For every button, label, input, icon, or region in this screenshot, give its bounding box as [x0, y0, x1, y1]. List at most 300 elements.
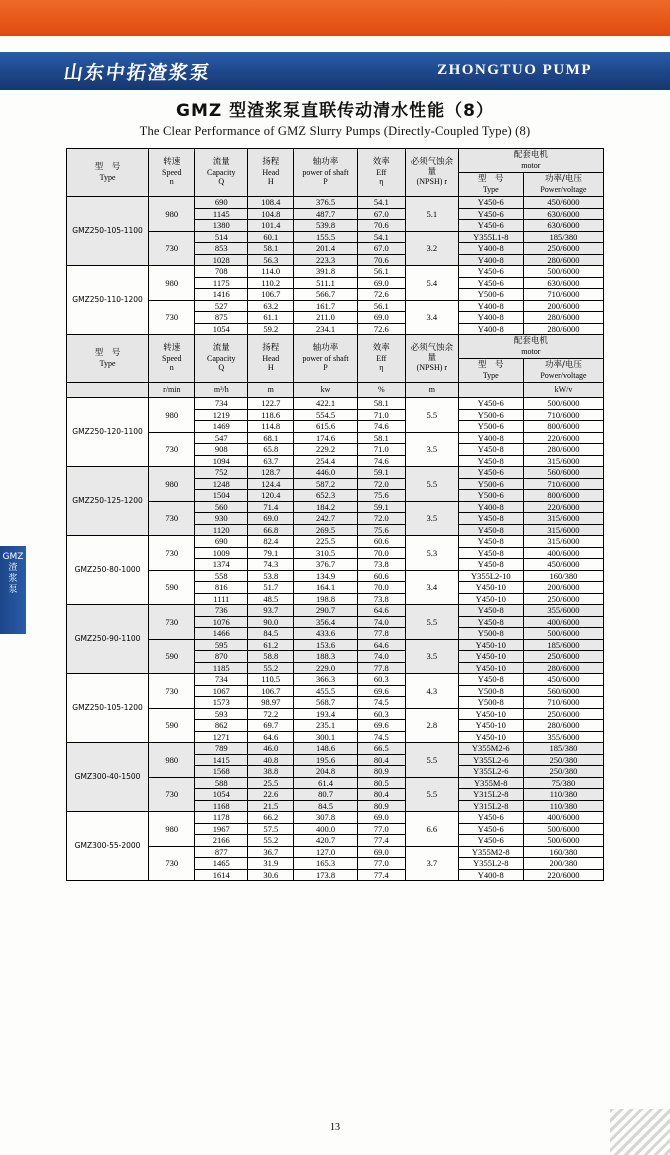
th-motor-power-voltage: 功率/电压 Power/voltage — [523, 359, 603, 383]
cell-power: 173.8 — [294, 869, 357, 881]
cell-efficiency: 75.6 — [357, 490, 405, 502]
cell-capacity: 734 — [195, 674, 248, 686]
cell-motor-power-voltage: 630/6000 — [523, 220, 603, 232]
cell-motor-power-voltage: 200/6000 — [523, 300, 603, 312]
cell-capacity: 1466 — [195, 628, 248, 640]
cell-motor-type: Y450-6 — [458, 277, 523, 289]
cell-motor-type: Y450-8 — [458, 513, 523, 525]
cell-speed: 730 — [149, 501, 195, 536]
table-row — [67, 605, 604, 617]
cell-motor-power-voltage: 75/380 — [523, 777, 603, 789]
cell-motor-power-voltage: 630/6000 — [523, 208, 603, 220]
cell-head: 56.3 — [248, 254, 294, 266]
cell-motor-type: Y315L2-8 — [458, 789, 523, 801]
cell-efficiency: 74.5 — [357, 731, 405, 743]
cell-head: 98.97 — [248, 697, 294, 709]
cell-head: 61.1 — [248, 312, 294, 324]
th-type: 型 号 Type — [67, 335, 149, 383]
cell-motor-type: Y450-6 — [458, 208, 523, 220]
cell-speed: 730 — [149, 846, 195, 881]
cell-motor-power-voltage: 500/6000 — [523, 628, 603, 640]
cell-capacity: 1120 — [195, 524, 248, 536]
cell-head: 63.2 — [248, 300, 294, 312]
cell-npsh: 2.8 — [406, 708, 459, 743]
cell-efficiency: 74.0 — [357, 616, 405, 628]
cell-power: 80.7 — [294, 789, 357, 801]
cell-motor-type: Y500-6 — [458, 421, 523, 433]
cell-efficiency: 80.5 — [357, 777, 405, 789]
cell-head: 93.7 — [248, 605, 294, 617]
cell-efficiency: 60.3 — [357, 708, 405, 720]
cell-capacity: 1504 — [195, 490, 248, 502]
cell-efficiency: 60.6 — [357, 570, 405, 582]
table-row — [67, 266, 604, 278]
cell-efficiency: 58.1 — [357, 398, 405, 410]
cell-efficiency: 60.3 — [357, 674, 405, 686]
cell-head: 57.5 — [248, 823, 294, 835]
cell-motor-type: Y400-8 — [458, 869, 523, 881]
cell-power: 164.1 — [294, 582, 357, 594]
cell-power: 148.6 — [294, 743, 357, 755]
cell-head: 66.8 — [248, 524, 294, 536]
cell-efficiency: 72.0 — [357, 478, 405, 490]
table-row — [67, 536, 604, 548]
cell-head: 38.8 — [248, 766, 294, 778]
cell-motor-power-voltage: 110/380 — [523, 789, 603, 801]
cell-power: 356.4 — [294, 616, 357, 628]
cell-motor-type: Y355L2-8 — [458, 858, 523, 870]
cell-npsh: 5.5 — [406, 398, 459, 433]
cell-npsh: 5.5 — [406, 605, 459, 640]
cell-power: 455.5 — [294, 685, 357, 697]
cell-npsh: 5.5 — [406, 777, 459, 812]
cell-power: 229.2 — [294, 444, 357, 456]
unit-motor-type — [458, 383, 523, 398]
cell-head: 84.5 — [248, 628, 294, 640]
cell-head: 101.4 — [248, 220, 294, 232]
cell-power: 254.4 — [294, 455, 357, 467]
cell-speed: 590 — [149, 708, 195, 743]
cell-capacity: 1416 — [195, 289, 248, 301]
cell-motor-power-voltage: 630/6000 — [523, 277, 603, 289]
cell-motor-type: Y450-10 — [458, 639, 523, 651]
table-row — [67, 812, 604, 824]
cell-efficiency: 77.8 — [357, 662, 405, 674]
cell-motor-type: Y450-6 — [458, 266, 523, 278]
cell-capacity: 1374 — [195, 559, 248, 571]
cell-power: 201.4 — [294, 243, 357, 255]
cell-motor-type: Y450-8 — [458, 674, 523, 686]
cell-capacity: 1248 — [195, 478, 248, 490]
cell-speed: 730 — [149, 777, 195, 812]
unit-type — [67, 383, 149, 398]
cell-head: 58.8 — [248, 651, 294, 663]
cell-motor-power-voltage: 250/6000 — [523, 651, 603, 663]
cell-motor-power-voltage: 315/6000 — [523, 536, 603, 548]
cell-efficiency: 77.0 — [357, 858, 405, 870]
cell-efficiency: 69.6 — [357, 720, 405, 732]
cell-capacity: 1465 — [195, 858, 248, 870]
cell-efficiency: 56.1 — [357, 266, 405, 278]
cell-npsh: 3.4 — [406, 570, 459, 605]
cell-npsh: 5.5 — [406, 467, 459, 502]
th-power: 轴功率 power of shaft P — [294, 335, 357, 383]
cell-head: 72.2 — [248, 708, 294, 720]
cell-motor-type: Y450-10 — [458, 731, 523, 743]
cell-motor-type: Y500-6 — [458, 478, 523, 490]
cell-motor-power-voltage: 220/6000 — [523, 869, 603, 881]
cell-motor-power-voltage: 500/6000 — [523, 398, 603, 410]
unit-head: m — [248, 383, 294, 398]
cell-power: 300.1 — [294, 731, 357, 743]
cell-efficiency: 72.6 — [357, 289, 405, 301]
cell-capacity: 734 — [195, 398, 248, 410]
cell-power: 229.0 — [294, 662, 357, 674]
cell-motor-type: Y450-6 — [458, 835, 523, 847]
cell-motor-type: Y450-8 — [458, 547, 523, 559]
cell-efficiency: 77.4 — [357, 835, 405, 847]
cell-model: GMZ250-105-1200 — [67, 674, 149, 743]
cell-head: 82.4 — [248, 536, 294, 548]
cell-motor-power-voltage: 450/6000 — [523, 197, 603, 209]
cell-head: 106.7 — [248, 289, 294, 301]
th-power: 轴功率 power of shaft P — [294, 149, 357, 197]
cell-power: 242.7 — [294, 513, 357, 525]
cell-efficiency: 60.6 — [357, 536, 405, 548]
cell-head: 64.6 — [248, 731, 294, 743]
cell-capacity: 1054 — [195, 323, 248, 335]
cell-efficiency: 59.1 — [357, 501, 405, 513]
cell-model: GMZ250-125-1200 — [67, 467, 149, 536]
cell-head: 69.7 — [248, 720, 294, 732]
cell-capacity: 862 — [195, 720, 248, 732]
cell-head: 48.5 — [248, 593, 294, 605]
th-head: 扬程 Head H — [248, 149, 294, 197]
th-type: 型 号 Type — [67, 149, 149, 197]
cell-model: GMZ250-120-1100 — [67, 398, 149, 467]
cell-motor-power-voltage: 400/6000 — [523, 812, 603, 824]
cell-capacity: 1067 — [195, 685, 248, 697]
th-efficiency: 效率 Eff η — [357, 335, 405, 383]
cell-capacity: 690 — [195, 536, 248, 548]
unit-npsh: m — [406, 383, 459, 398]
cell-capacity: 527 — [195, 300, 248, 312]
th-npsh: 必须气蚀余量 (NPSH) r — [406, 335, 459, 383]
cell-motor-type: Y500-6 — [458, 289, 523, 301]
cell-head: 66.2 — [248, 812, 294, 824]
cell-head: 40.8 — [248, 754, 294, 766]
cell-motor-type: Y315L2-8 — [458, 800, 523, 812]
cell-capacity: 1967 — [195, 823, 248, 835]
cell-head: 55.2 — [248, 835, 294, 847]
cell-head: 51.7 — [248, 582, 294, 594]
cell-power: 511.1 — [294, 277, 357, 289]
cell-capacity: 708 — [195, 266, 248, 278]
cell-efficiency: 73.8 — [357, 559, 405, 571]
cell-efficiency: 72.6 — [357, 323, 405, 335]
cell-efficiency: 64.6 — [357, 639, 405, 651]
cell-npsh: 3.5 — [406, 432, 459, 467]
cell-motor-type: Y400-8 — [458, 501, 523, 513]
side-tab-gmz — [0, 546, 26, 634]
cell-motor-type: Y450-10 — [458, 593, 523, 605]
brand-logo-en: ZHONGTUO PUMP — [437, 62, 592, 78]
cell-capacity: 875 — [195, 312, 248, 324]
cell-motor-power-voltage: 710/6000 — [523, 478, 603, 490]
cell-capacity: 1054 — [195, 789, 248, 801]
cell-power: 174.6 — [294, 432, 357, 444]
cell-head: 68.1 — [248, 432, 294, 444]
cell-speed: 730 — [149, 536, 195, 571]
cell-motor-power-voltage: 160/380 — [523, 846, 603, 858]
cell-speed: 980 — [149, 197, 195, 232]
cell-motor-power-voltage: 800/6000 — [523, 490, 603, 502]
table-row — [67, 398, 604, 410]
cell-capacity: 1185 — [195, 662, 248, 674]
cell-efficiency: 80.9 — [357, 800, 405, 812]
cell-capacity: 1009 — [195, 547, 248, 559]
cell-npsh: 5.1 — [406, 197, 459, 232]
cell-motor-power-voltage: 250/380 — [523, 766, 603, 778]
table-row — [67, 674, 604, 686]
cell-motor-power-voltage: 315/6000 — [523, 524, 603, 536]
cell-motor-type: Y500-8 — [458, 628, 523, 640]
cell-model: GMZ250-90-1100 — [67, 605, 149, 674]
cell-power: 61.4 — [294, 777, 357, 789]
cell-motor-type: Y450-10 — [458, 582, 523, 594]
cell-head: 69.0 — [248, 513, 294, 525]
cell-npsh: 3.4 — [406, 300, 459, 335]
cell-capacity: 1219 — [195, 409, 248, 421]
cell-capacity: 2166 — [195, 835, 248, 847]
cell-motor-type: Y500-6 — [458, 490, 523, 502]
cell-efficiency: 70.0 — [357, 547, 405, 559]
cell-motor-type: Y450-6 — [458, 812, 523, 824]
side-tab-line2: 渣 — [8, 563, 18, 573]
cell-capacity: 930 — [195, 513, 248, 525]
cell-motor-type: Y450-6 — [458, 197, 523, 209]
cell-power: 554.5 — [294, 409, 357, 421]
cell-motor-type: Y400-8 — [458, 323, 523, 335]
cell-power: 615.6 — [294, 421, 357, 433]
cell-power: 539.8 — [294, 220, 357, 232]
cell-motor-power-voltage: 400/6000 — [523, 616, 603, 628]
cell-head: 122.7 — [248, 398, 294, 410]
cell-efficiency: 74.6 — [357, 455, 405, 467]
cell-efficiency: 72.0 — [357, 513, 405, 525]
cell-capacity: 736 — [195, 605, 248, 617]
table-row — [67, 743, 604, 755]
cell-motor-power-voltage: 185/380 — [523, 231, 603, 243]
cell-speed: 980 — [149, 743, 195, 778]
cell-efficiency: 77.4 — [357, 869, 405, 881]
cell-power: 269.5 — [294, 524, 357, 536]
cell-motor-type: Y450-6 — [458, 220, 523, 232]
cell-capacity: 1145 — [195, 208, 248, 220]
th-speed: 转速 Speed n — [149, 149, 195, 197]
cell-head: 74.3 — [248, 559, 294, 571]
cell-efficiency: 64.6 — [357, 605, 405, 617]
cell-capacity: 1271 — [195, 731, 248, 743]
cell-head: 104.8 — [248, 208, 294, 220]
th-npsh: 必须气蚀余量 (NPSH) r — [406, 149, 459, 197]
unit-speed: r/min — [149, 383, 195, 398]
cell-efficiency: 69.6 — [357, 685, 405, 697]
unit-eff: % — [357, 383, 405, 398]
cell-capacity: 1175 — [195, 277, 248, 289]
cell-efficiency: 70.6 — [357, 254, 405, 266]
cell-motor-power-voltage: 280/6000 — [523, 662, 603, 674]
page-title-en: The Clear Performance of GMZ Slurry Pumps (Directly-Coupled Type) (8) — [139, 124, 531, 138]
cell-power: 290.7 — [294, 605, 357, 617]
cell-motor-type: Y500-8 — [458, 685, 523, 697]
cell-power: 376.5 — [294, 197, 357, 209]
cell-power: 487.7 — [294, 208, 357, 220]
cell-power: 211.0 — [294, 312, 357, 324]
cell-head: 63.7 — [248, 455, 294, 467]
cell-model: GMZ250-105-1100 — [67, 197, 149, 266]
cell-model: GMZ250-80-1000 — [67, 536, 149, 605]
table-header-row — [67, 335, 604, 359]
cell-motor-power-voltage: 800/6000 — [523, 421, 603, 433]
th-motor-type: 型 号 Type — [458, 173, 523, 197]
cell-model: GMZ250-110-1200 — [67, 266, 149, 335]
cell-npsh: 5.4 — [406, 266, 459, 301]
cell-capacity: 853 — [195, 243, 248, 255]
cell-power: 223.3 — [294, 254, 357, 266]
cell-motor-type: Y400-8 — [458, 312, 523, 324]
cell-efficiency: 77.0 — [357, 823, 405, 835]
cell-efficiency: 71.0 — [357, 444, 405, 456]
cell-motor-type: Y450-8 — [458, 559, 523, 571]
cell-efficiency: 54.1 — [357, 197, 405, 209]
cell-head: 53.8 — [248, 570, 294, 582]
cell-motor-power-voltage: 280/6000 — [523, 254, 603, 266]
th-motor: 配套电机 motor — [458, 149, 603, 173]
cell-capacity: 1469 — [195, 421, 248, 433]
cell-capacity: 1168 — [195, 800, 248, 812]
cell-speed: 590 — [149, 570, 195, 605]
cell-motor-type: Y400-8 — [458, 432, 523, 444]
cell-power: 652.3 — [294, 490, 357, 502]
top-decorative-strip — [0, 0, 670, 36]
cell-head: 65.8 — [248, 444, 294, 456]
cell-npsh: 3.2 — [406, 231, 459, 266]
cell-motor-type: Y400-8 — [458, 243, 523, 255]
unit-capacity: m³/h — [195, 383, 248, 398]
cell-motor-power-voltage: 400/6000 — [523, 547, 603, 559]
cell-power: 134.9 — [294, 570, 357, 582]
cell-motor-power-voltage: 220/6000 — [523, 432, 603, 444]
th-efficiency: 效率 Eff η — [357, 149, 405, 197]
cell-head: 46.0 — [248, 743, 294, 755]
cell-motor-power-voltage: 560/6000 — [523, 685, 603, 697]
cell-speed: 730 — [149, 605, 195, 640]
cell-npsh: 3.5 — [406, 639, 459, 674]
cell-motor-type: Y450-6 — [458, 398, 523, 410]
cell-efficiency: 66.5 — [357, 743, 405, 755]
table-row — [67, 197, 604, 209]
unit-power: kw — [294, 383, 357, 398]
brand-logo-cn: 山东中拓渣浆泵 — [62, 62, 213, 84]
cell-motor-power-voltage: 200/6000 — [523, 582, 603, 594]
cell-efficiency: 69.0 — [357, 846, 405, 858]
cell-power: 234.1 — [294, 323, 357, 335]
cell-head: 25.5 — [248, 777, 294, 789]
cell-motor-power-voltage: 500/6000 — [523, 835, 603, 847]
cell-head: 108.4 — [248, 197, 294, 209]
th-capacity: 流量 Capacity Q — [195, 335, 248, 383]
cell-npsh: 3.7 — [406, 846, 459, 881]
cell-motor-type: Y400-8 — [458, 254, 523, 266]
cell-head: 110.2 — [248, 277, 294, 289]
table-units-row — [67, 383, 604, 398]
cell-motor-power-voltage: 185/6000 — [523, 639, 603, 651]
cell-efficiency: 70.0 — [357, 582, 405, 594]
brand-header-band — [0, 52, 670, 90]
cell-motor-type: Y450-10 — [458, 708, 523, 720]
cell-capacity: 560 — [195, 501, 248, 513]
cell-motor-type: Y355L2-10 — [458, 570, 523, 582]
cell-speed: 980 — [149, 812, 195, 847]
cell-capacity: 1573 — [195, 697, 248, 709]
th-speed: 转速 Speed n — [149, 335, 195, 383]
cell-head: 110.5 — [248, 674, 294, 686]
cell-motor-power-voltage: 355/6000 — [523, 731, 603, 743]
cell-head: 79.1 — [248, 547, 294, 559]
table-header-row — [67, 149, 604, 173]
cell-head: 118.6 — [248, 409, 294, 421]
cell-motor-type: Y355M2-8 — [458, 846, 523, 858]
cell-motor-power-voltage: 160/380 — [523, 570, 603, 582]
cell-motor-power-voltage: 450/6000 — [523, 674, 603, 686]
cell-motor-power-voltage: 200/380 — [523, 858, 603, 870]
cell-efficiency: 80.4 — [357, 754, 405, 766]
cell-speed: 980 — [149, 266, 195, 301]
cell-head: 114.0 — [248, 266, 294, 278]
cell-efficiency: 70.6 — [357, 220, 405, 232]
cell-speed: 730 — [149, 300, 195, 335]
cell-capacity: 514 — [195, 231, 248, 243]
cell-power: 420.7 — [294, 835, 357, 847]
cell-head: 22.6 — [248, 789, 294, 801]
cell-efficiency: 73.8 — [357, 593, 405, 605]
cell-power: 566.7 — [294, 289, 357, 301]
cell-power: 184.2 — [294, 501, 357, 513]
cell-power: 587.2 — [294, 478, 357, 490]
cell-head: 31.9 — [248, 858, 294, 870]
cell-capacity: 1028 — [195, 254, 248, 266]
cell-motor-power-voltage: 280/6000 — [523, 312, 603, 324]
cell-efficiency: 56.1 — [357, 300, 405, 312]
cell-motor-power-voltage: 710/6000 — [523, 409, 603, 421]
table-row — [67, 467, 604, 479]
cell-power: 366.3 — [294, 674, 357, 686]
cell-power: 193.4 — [294, 708, 357, 720]
cell-motor-type: Y355L2-6 — [458, 754, 523, 766]
cell-power: 422.1 — [294, 398, 357, 410]
cell-motor-type: Y450-8 — [458, 444, 523, 456]
cell-motor-type: Y450-10 — [458, 651, 523, 663]
cell-capacity: 1415 — [195, 754, 248, 766]
cell-capacity: 547 — [195, 432, 248, 444]
cell-speed: 590 — [149, 639, 195, 674]
cell-motor-power-voltage: 250/380 — [523, 754, 603, 766]
cell-power: 310.5 — [294, 547, 357, 559]
cell-capacity: 1568 — [195, 766, 248, 778]
cell-model: GMZ300-40-1500 — [67, 743, 149, 812]
cell-capacity: 558 — [195, 570, 248, 582]
